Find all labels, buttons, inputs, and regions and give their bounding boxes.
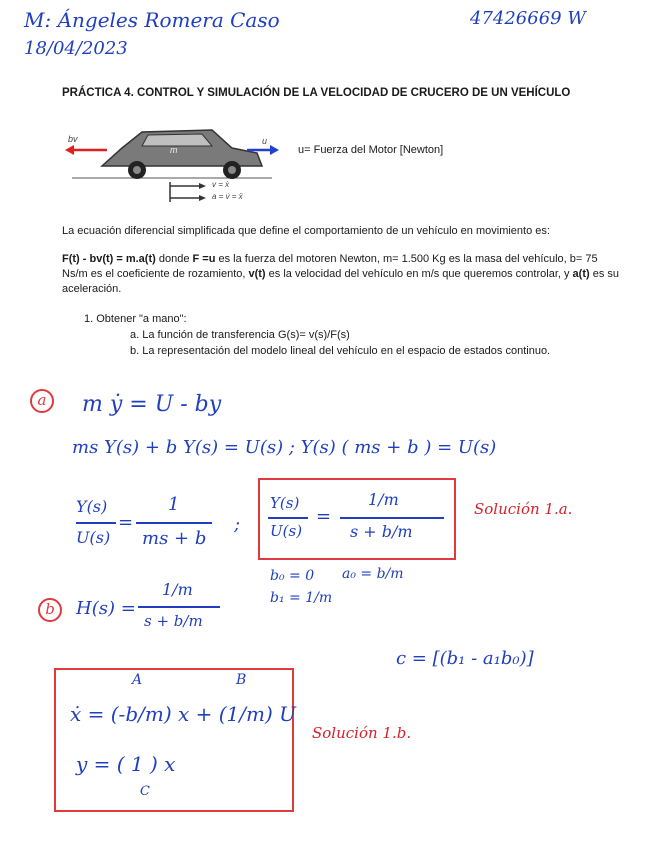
h-frac-line <box>138 606 220 608</box>
eq-sign-1: = <box>118 512 134 533</box>
bv-label: bv <box>68 134 78 144</box>
frac2-line <box>136 522 212 524</box>
eq-text-1: donde <box>155 253 193 265</box>
solution-a-label: Solución 1.a. <box>474 500 573 518</box>
a0-def: a₀ = b/m <box>342 566 404 582</box>
date: 18/04/2023 <box>24 38 128 59</box>
hw-line-2: ms Y(s) + b Y(s) = U(s) ; Y(s) ( ms + b ) = U(s) <box>72 437 497 458</box>
h-den: s + b/m <box>144 612 203 630</box>
mass-label: m <box>170 145 178 155</box>
car-figure <box>62 118 282 208</box>
v-bold: v(t) <box>248 268 266 280</box>
frac1-den: U(s) <box>76 528 111 547</box>
h-lhs: H(s) = <box>76 598 136 619</box>
box-num: Y(s) <box>270 494 300 512</box>
box-den: U(s) <box>270 522 303 540</box>
student-id: 47426669 W <box>470 8 586 29</box>
item-1: 1. Obtener "a mano": <box>84 313 187 325</box>
box-eq-sign: = <box>316 506 332 527</box>
label-b-circle: b <box>38 598 62 622</box>
document-title: PRÁCTICA 4. CONTROL Y SIMULACIÓN DE LA VELOCIDAD DE CRUCERO DE UN VEHÍCULO <box>62 87 571 99</box>
eq-text-3: es la velocidad del vehículo en m/s que queremos controlar, y <box>265 268 573 280</box>
item-b: b. La representación del modelo lineal del vehículo en el espacio de estados continuo. <box>130 345 551 357</box>
solution-a-box <box>258 478 456 560</box>
a-matrix-label: A <box>132 672 143 688</box>
frac2-num: 1 <box>168 494 180 515</box>
c-definition: c = [(b₁ - a₁b₀)] <box>396 648 534 669</box>
f-bold: F =u <box>192 253 216 265</box>
equation-paragraph <box>62 252 622 297</box>
frac1-num: Y(s) <box>76 497 108 516</box>
state-equation: ẋ = (-b/m) x + (1/m) U <box>70 702 296 726</box>
student-name: M: Ángeles Romera Caso <box>24 8 280 32</box>
semicolon: ; <box>234 514 241 535</box>
acceleration-def: a = v̇ = ẍ <box>212 192 243 201</box>
velocity-def: v = ẋ <box>212 180 230 189</box>
b-matrix-label: B <box>236 672 247 688</box>
label-a-circle: a <box>30 389 54 413</box>
b0-def: b₀ = 0 <box>270 568 315 584</box>
h-num: 1/m <box>162 580 193 599</box>
car-diagram <box>62 118 282 208</box>
solution-b-label: Solución 1.b. <box>312 724 412 742</box>
a-bold: a(t) <box>572 268 590 280</box>
solution-b-box <box>54 668 294 812</box>
u-caption: u= Fuerza del Motor [Newton] <box>298 144 444 156</box>
box-frac-line-right <box>340 517 444 519</box>
equation-bold: F(t) - bv(t) = m.a(t) <box>62 253 156 265</box>
c-matrix-label: C <box>140 784 150 799</box>
box-rnum: 1/m <box>368 490 399 509</box>
frac1-line <box>76 522 116 524</box>
eq-text-4: es su aceleración. <box>62 268 620 295</box>
item-a: a. La función de transferencia G(s)= v(s)/F(s) <box>130 329 350 341</box>
frac2-den: ms + b <box>142 528 207 549</box>
intro-text: La ecuación diferencial simplificada que define el comportamiento de un vehículo en movimiento es: <box>62 225 550 237</box>
box-frac-line-left <box>268 517 308 519</box>
eq-text-2: es la fuerza del motoren Newton, m= 1.500 Kg es la masa del vehículo, b= 75 Ns/m es el coeficiente de rozamiento, <box>62 253 598 280</box>
box-rden: s + b/m <box>350 522 413 541</box>
u-arrow-label: u <box>262 136 268 146</box>
output-equation: y = ( 1 ) x <box>76 752 176 776</box>
b1-def: b₁ = 1/m <box>270 590 333 606</box>
hw-line-1: m ẏ = U - by <box>82 392 222 417</box>
